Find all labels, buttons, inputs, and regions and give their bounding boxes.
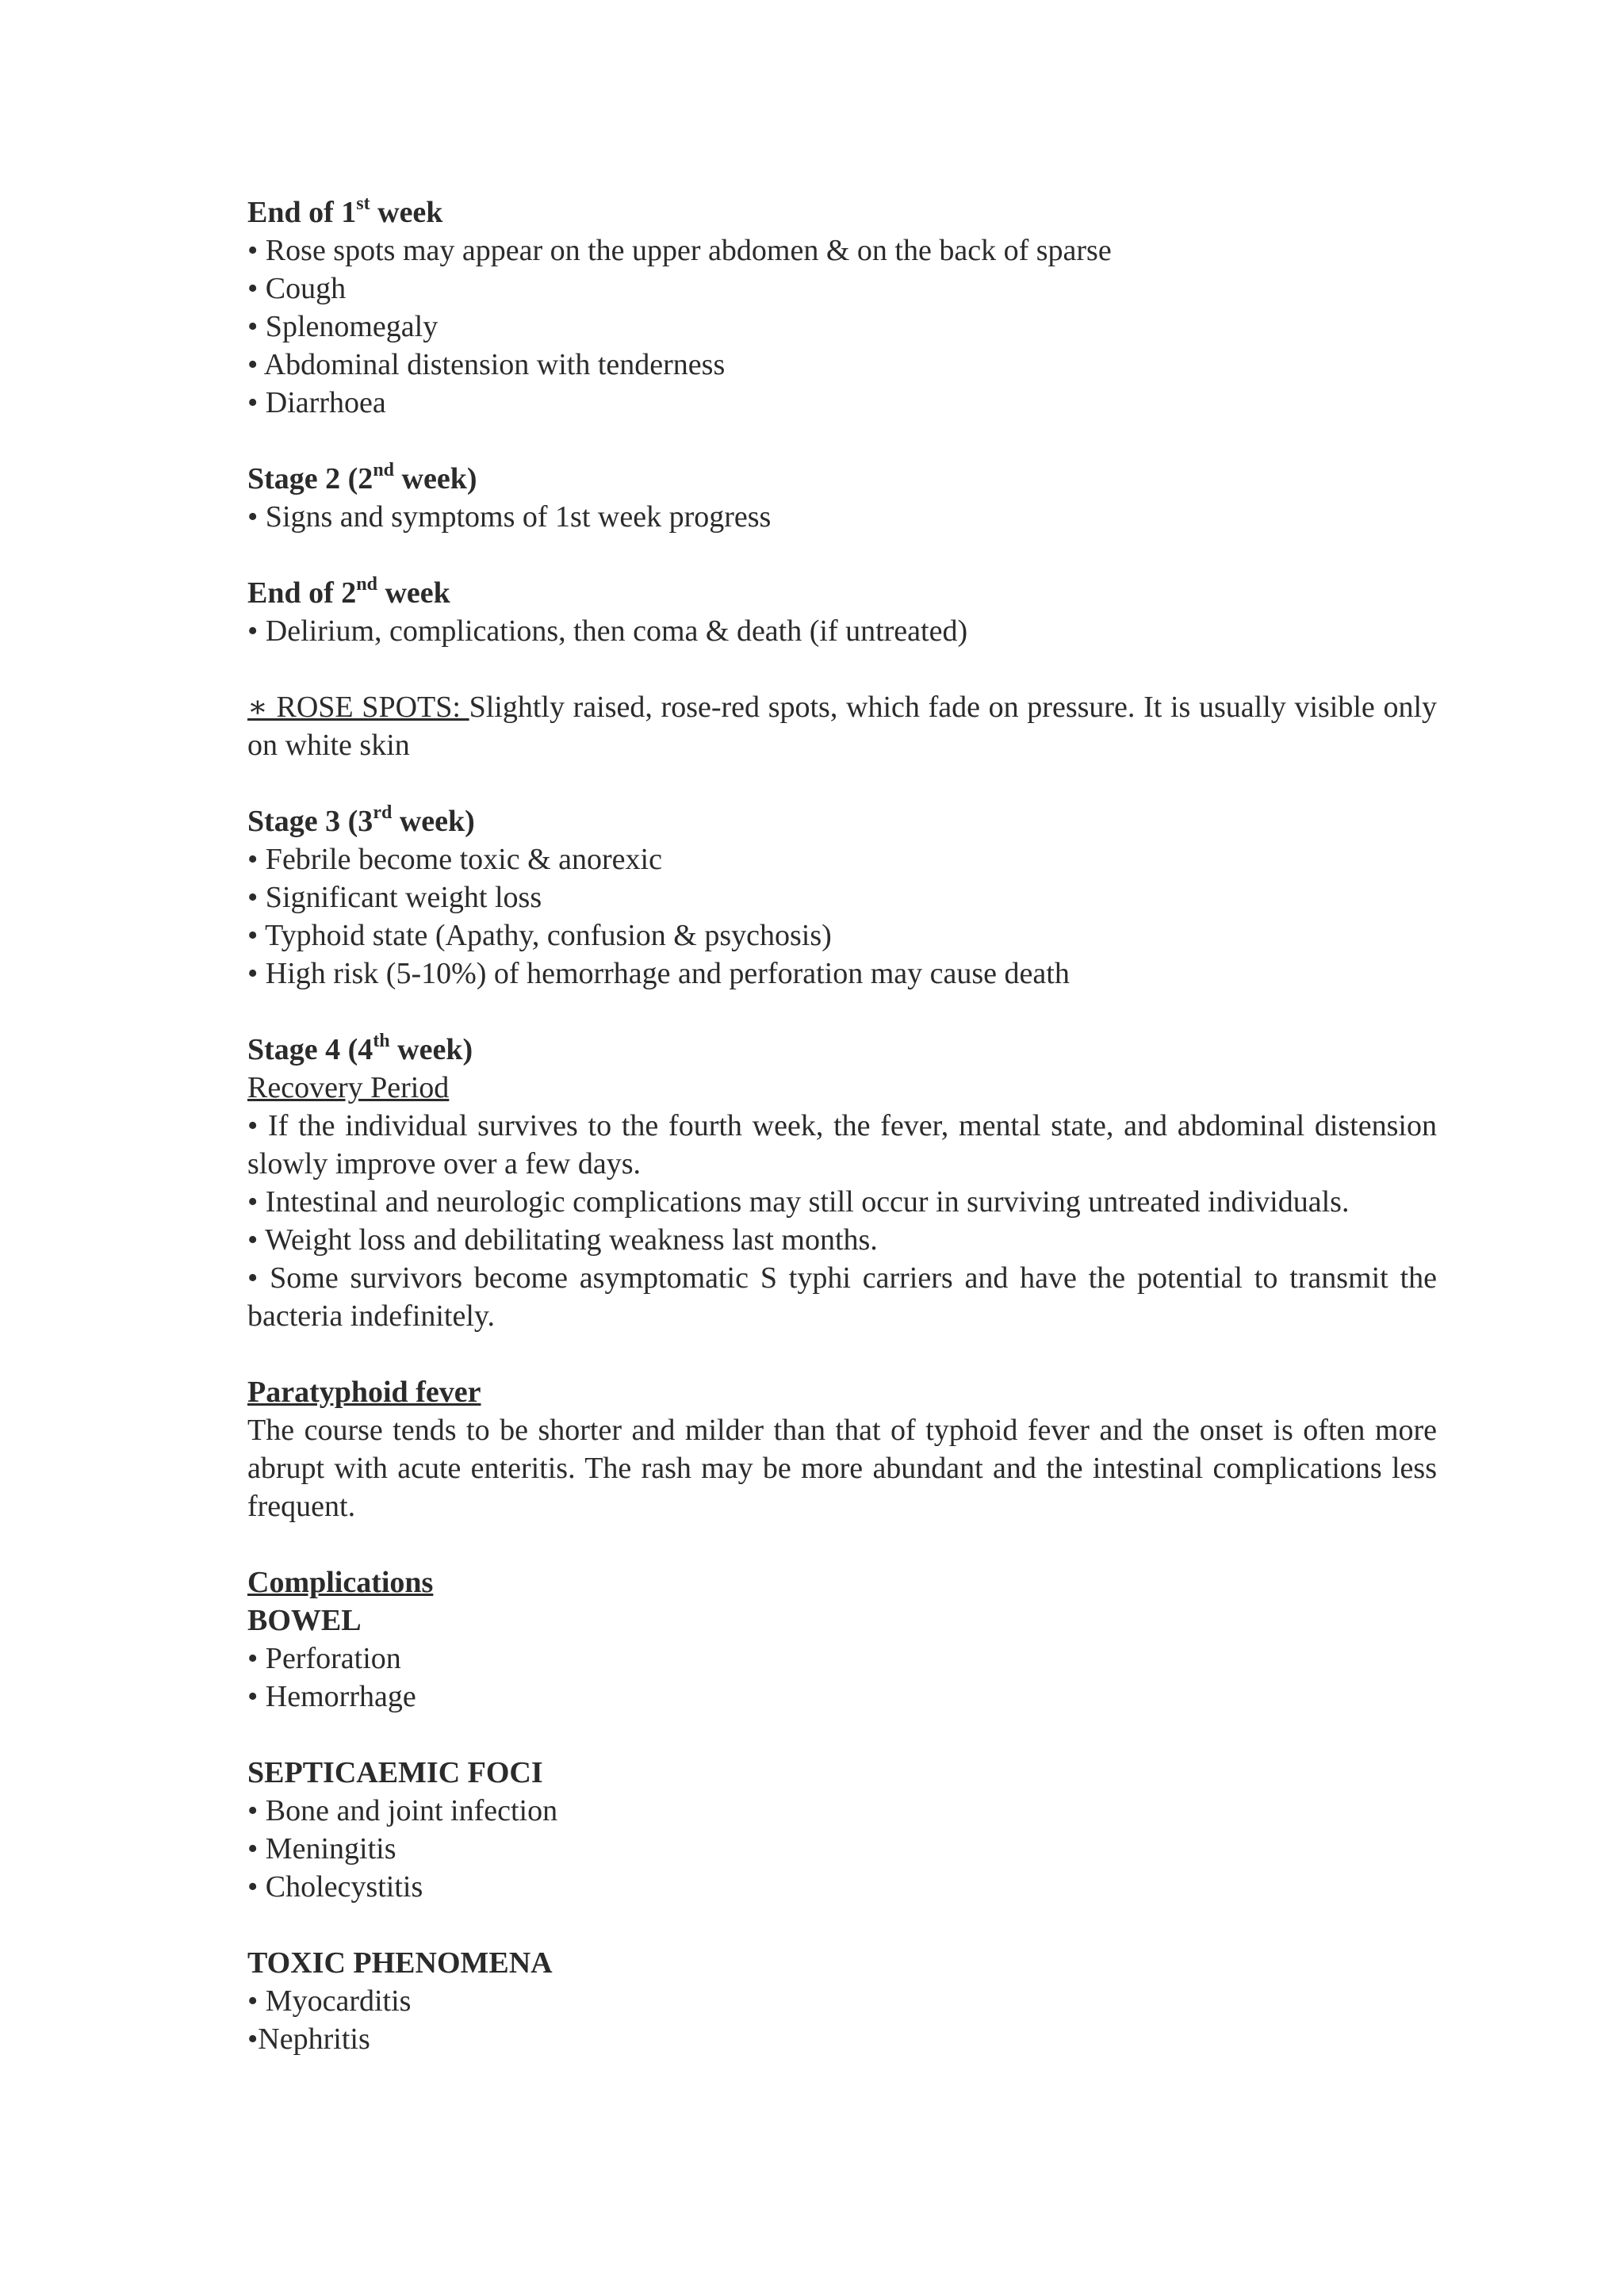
heading-bowel: BOWEL — [247, 1604, 362, 1637]
list-item: • Typhoid state (Apathy, confusion & psychosis) — [247, 919, 832, 952]
heading-paratyphoid-fever: Paratyphoid fever — [247, 1376, 481, 1409]
section-end-of-1st-week — [247, 193, 1437, 422]
list-item: • Splenomegaly — [247, 310, 439, 343]
list-item: •Nephritis — [247, 2022, 370, 2056]
heading-stage-4: Stage 4 (4th week) — [247, 1031, 473, 1066]
list-item: • Perforation — [247, 1642, 401, 1675]
heading-complications: Complications — [247, 1566, 434, 1599]
list-item: • Febrile become toxic & anorexic — [247, 843, 662, 876]
section-stage-3 — [247, 802, 1437, 993]
heading-stage-3: Stage 3 (3rd week) — [247, 802, 475, 838]
section-end-of-2nd-week — [247, 574, 1437, 650]
list-item: • Bone and joint infection — [247, 1794, 558, 1827]
list-item: • Cholecystitis — [247, 1870, 423, 1904]
list-item: • Hemorrhage — [247, 1680, 416, 1713]
list-item: • Intestinal and neurologic complications may still occur in surviving untreated individuals. — [247, 1185, 1350, 1219]
list-item: • Signs and symptoms of 1st week progress — [247, 500, 772, 534]
rose-spots-text: Slightly raised, rose-red spots, which fade on pressure. It is usually visible only on white skin — [247, 691, 1438, 762]
heading-stage-2: Stage 2 (2nd week) — [247, 460, 477, 496]
heading-septicaemic-foci: SEPTICAEMIC FOCI — [247, 1756, 543, 1789]
list-item: • Cough — [247, 272, 347, 305]
list-item: • Significant weight loss — [247, 881, 542, 914]
paratyphoid-paragraph: The course tends to be shorter and milder than that of typhoid fever and the onset is often more abrupt with acute enteritis. The rash may be more abundant and the intestinal complications less frequent. — [247, 1414, 1437, 1523]
page-content — [247, 193, 1437, 2058]
subheading-recovery-period: Recovery Period — [247, 1071, 450, 1104]
list-item: • High risk (5-10%) of hemorrhage and perforation may cause death — [247, 957, 1070, 990]
list-item: • Meningitis — [247, 1832, 396, 1866]
list-item: • Abdominal distension with tenderness — [247, 348, 726, 381]
heading-end-of-2nd-week: End of 2nd week — [247, 574, 450, 610]
section-toxic-phenomena — [247, 1944, 1437, 2058]
list-item: • Some survivors become asymptomatic S typhi carriers and have the potential to transmit the bacteria indefinitely. — [247, 1261, 1437, 1333]
list-item: • Rose spots may appear on the upper abdomen & on the back of sparse — [247, 234, 1112, 267]
list-item: • Weight loss and debilitating weakness last months. — [247, 1223, 878, 1257]
heading-toxic-phenomena: TOXIC PHENOMENA — [247, 1946, 553, 1980]
heading-end-of-1st-week: End of 1st week — [247, 193, 443, 229]
rose-spots-label: ∗ ROSE SPOTS: — [247, 691, 469, 724]
section-stage-2 — [247, 460, 1437, 536]
section-septicaemic-foci — [247, 1754, 1437, 1906]
section-paratyphoid — [247, 1373, 1437, 1525]
section-stage-4 — [247, 1031, 1437, 1335]
list-item: • Diarrhoea — [247, 386, 386, 419]
list-item: • Delirium, complications, then coma & death (if untreated) — [247, 614, 968, 648]
list-item: • If the individual survives to the fourth week, the fever, mental state, and abdominal distension slowly improve over a few days. — [247, 1109, 1437, 1181]
rose-spots-note — [247, 688, 1437, 764]
list-item: • Myocarditis — [247, 1984, 412, 2018]
section-complications-bowel — [247, 1563, 1437, 1716]
